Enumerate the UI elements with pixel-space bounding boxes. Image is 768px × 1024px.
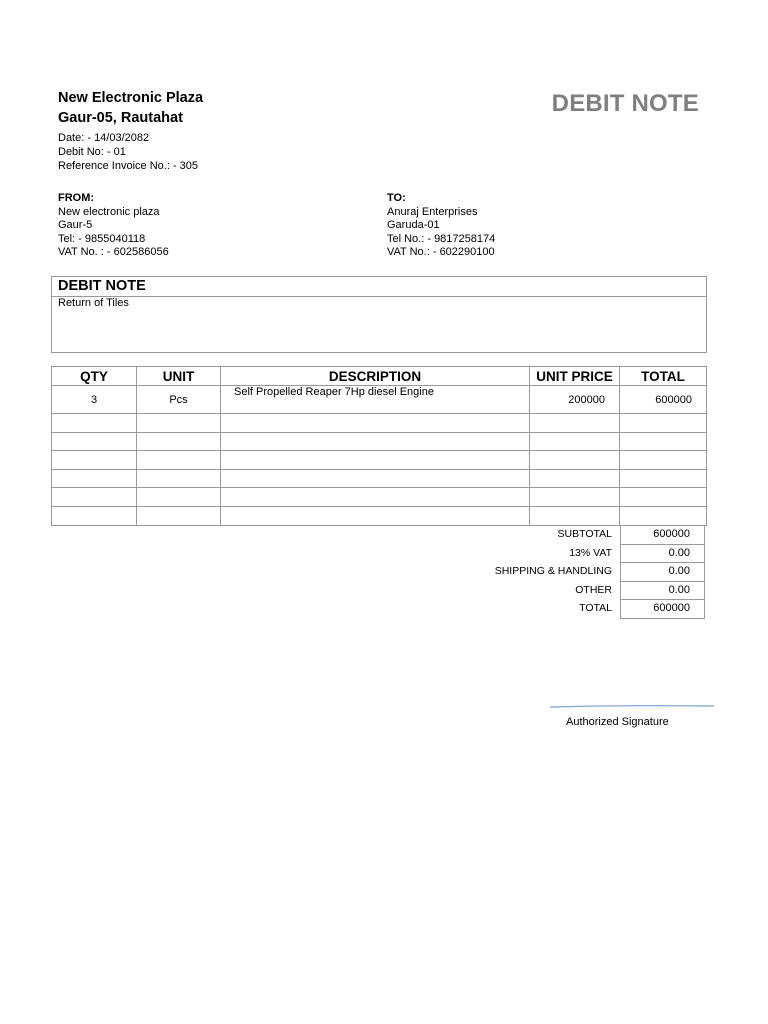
date-field: Date: - 14/03/2082	[58, 132, 150, 144]
from-line: VAT No. : - 602586056	[58, 246, 169, 259]
debit-note-box	[51, 276, 707, 353]
totals-row-total	[400, 600, 705, 619]
to-block	[387, 192, 495, 260]
to-line: Tel No.: - 9817258174	[387, 232, 496, 245]
totals-row-subtotal	[400, 526, 705, 545]
col-qty: QTY	[52, 367, 137, 386]
authorized-signature-label: Authorized Signature	[566, 716, 669, 728]
from-line: New electronic plaza	[58, 205, 160, 218]
signature-line	[550, 704, 714, 708]
to-line: VAT No.: - 602290100	[387, 246, 495, 259]
document-meta	[58, 131, 198, 173]
col-description: DESCRIPTION	[221, 367, 530, 386]
debit-note-heading: DEBIT NOTE	[52, 277, 706, 297]
totals-row-shipping	[400, 563, 705, 582]
other-value: 0.00	[620, 582, 705, 601]
totals-row-other	[400, 582, 705, 601]
items-table	[51, 366, 707, 526]
subtotal-label: SUBTOTAL	[557, 528, 612, 540]
other-label: OTHER	[575, 583, 612, 596]
debit-number: Debit No: - 01	[58, 146, 126, 158]
from-line: Tel: - 9855040118	[58, 232, 146, 245]
col-total: TOTAL	[620, 367, 707, 386]
cell-qty: 3	[52, 386, 137, 414]
table-row-empty	[52, 451, 707, 470]
to-line: Anuraj Enterprises	[387, 205, 478, 218]
table-row-empty	[52, 469, 707, 488]
company-name: New Electronic Plaza	[58, 90, 204, 106]
table-row-empty	[52, 414, 707, 433]
shipping-label: SHIPPING & HANDLING	[494, 565, 612, 578]
totals-row-vat	[400, 545, 705, 564]
table-row-empty	[52, 506, 707, 525]
from-block	[58, 192, 169, 260]
cell-total: 600000	[620, 386, 707, 414]
to-heading: TO:	[387, 192, 406, 204]
subtotal-value: 600000	[620, 526, 705, 545]
reference-invoice: Reference Invoice No.: - 305	[58, 160, 199, 172]
to-line: Garuda-01	[387, 219, 440, 232]
table-row-empty	[52, 432, 707, 451]
total-label: TOTAL	[579, 602, 612, 615]
cell-unit: Pcs	[137, 386, 221, 414]
col-unit: UNIT	[137, 367, 221, 386]
document-title: DEBIT NOTE	[551, 90, 699, 117]
from-line: Gaur-5	[58, 219, 93, 232]
from-heading: FROM:	[58, 192, 95, 204]
company-address: Gaur-05, Rautahat	[58, 110, 183, 126]
vat-label: 13% VAT	[569, 546, 612, 559]
company-block	[58, 88, 203, 128]
debit-note-body: Return of Tiles	[58, 297, 129, 309]
table-header-row	[52, 367, 707, 386]
vat-value: 0.00	[620, 545, 705, 564]
totals-block	[400, 526, 705, 619]
col-unit-price: UNIT PRICE	[530, 367, 620, 386]
shipping-value: 0.00	[620, 563, 705, 582]
cell-unit-price: 200000	[530, 386, 620, 414]
total-value: 600000	[620, 600, 705, 619]
cell-description: Self Propelled Reaper 7Hp diesel Engine	[221, 386, 530, 414]
table-row-empty	[52, 488, 707, 507]
table-row	[52, 386, 707, 414]
